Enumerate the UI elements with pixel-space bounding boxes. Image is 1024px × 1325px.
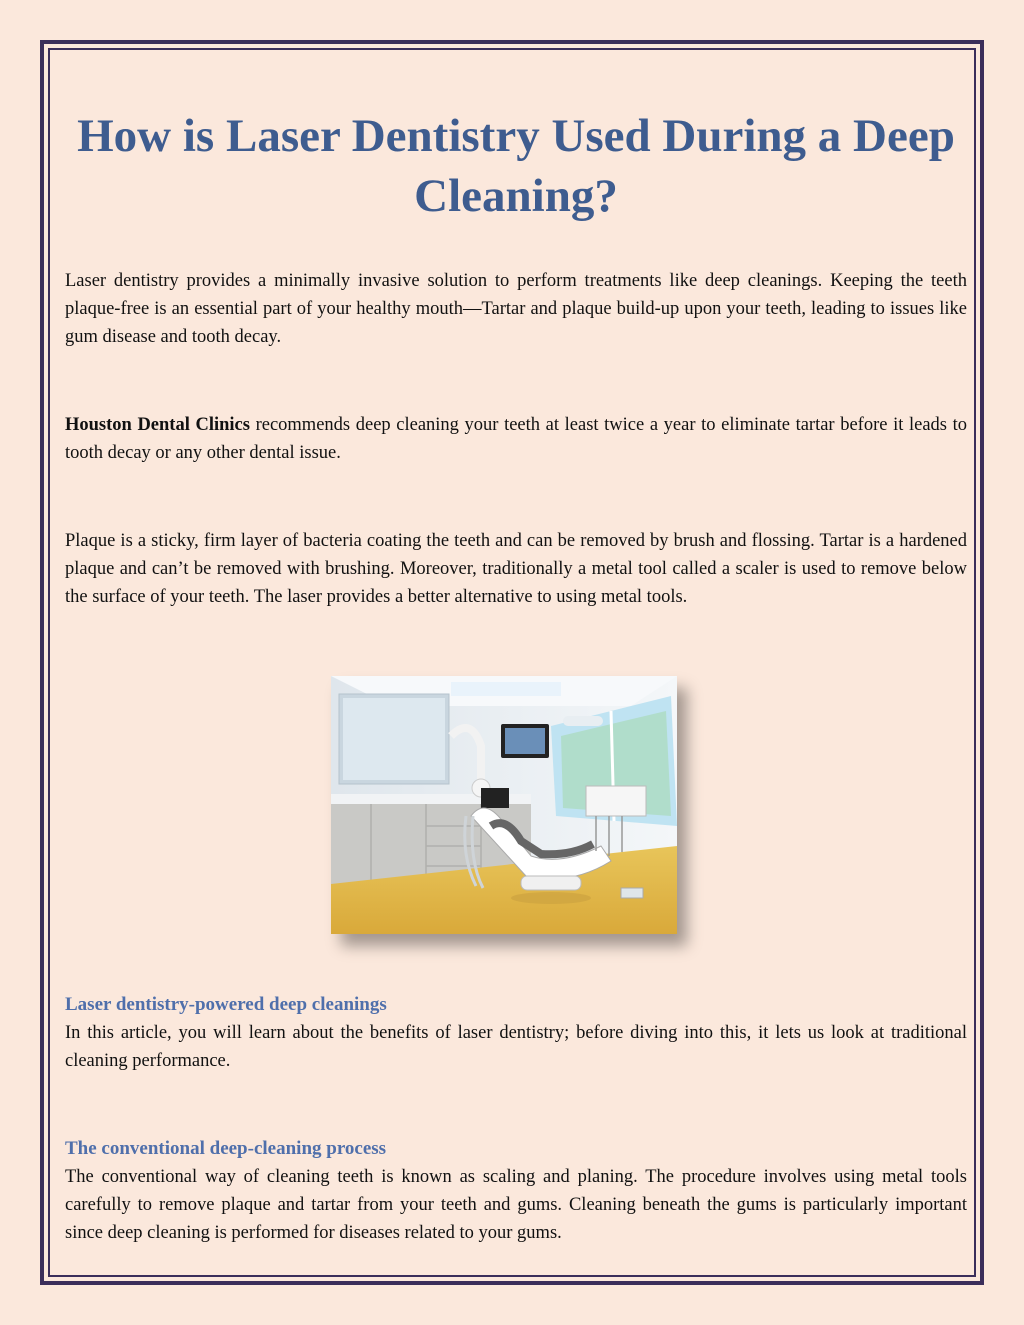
intro-paragraph: Laser dentistry provides a minimally invasive solution to perform treatments like deep cleanings. Keeping the teeth plaque-free is an essential part of your healthy mouth—Tartar and plaque build-up upon your teeth, leading to issues like gum disease and tooth decay. — [65, 271, 967, 347]
section-body-conventional: The conventional way of cleaning teeth is known as scaling and planing. The procedure involves using metal tools carefully to remove plaque and tartar from your teeth and gums. Cleaning beneath the gums is particularly important since deep cleaning is performed for diseases related to your gums. — [65, 1167, 967, 1243]
plaque-paragraph: Plaque is a sticky, firm layer of bacteria coating the teeth and can be removed by brush and flossing. Tartar is a hardened plaque and can’t be removed with brushing. Moreover, traditionally a metal tool called a scaler is used to remove below the surface of your teeth. The laser provides a better alternative to using metal tools. — [65, 531, 967, 607]
section-heading-laser: Laser dentistry-powered deep cleanings — [65, 994, 387, 1015]
section-body-laser: In this article, you will learn about the benefits of laser dentistry; before diving into this, it lets us look at traditional cleaning performance. — [65, 1023, 967, 1071]
clinic-name: Houston Dental Clinics — [65, 415, 250, 435]
section-heading-conventional: The conventional deep-cleaning process — [65, 1138, 387, 1159]
document-page — [40, 40, 984, 1285]
clinic-paragraph — [65, 411, 967, 467]
dental-office-illustration — [331, 676, 677, 934]
dental-office-photo — [331, 676, 677, 934]
clinic-paragraph-text: recommends deep cleaning your teeth at least twice a year to eliminate tartar before it leads to tooth decay or any other dental issue. — [65, 415, 967, 463]
page-title: How is Laser Dentistry Used During a Deep Cleaning? — [77, 110, 955, 222]
